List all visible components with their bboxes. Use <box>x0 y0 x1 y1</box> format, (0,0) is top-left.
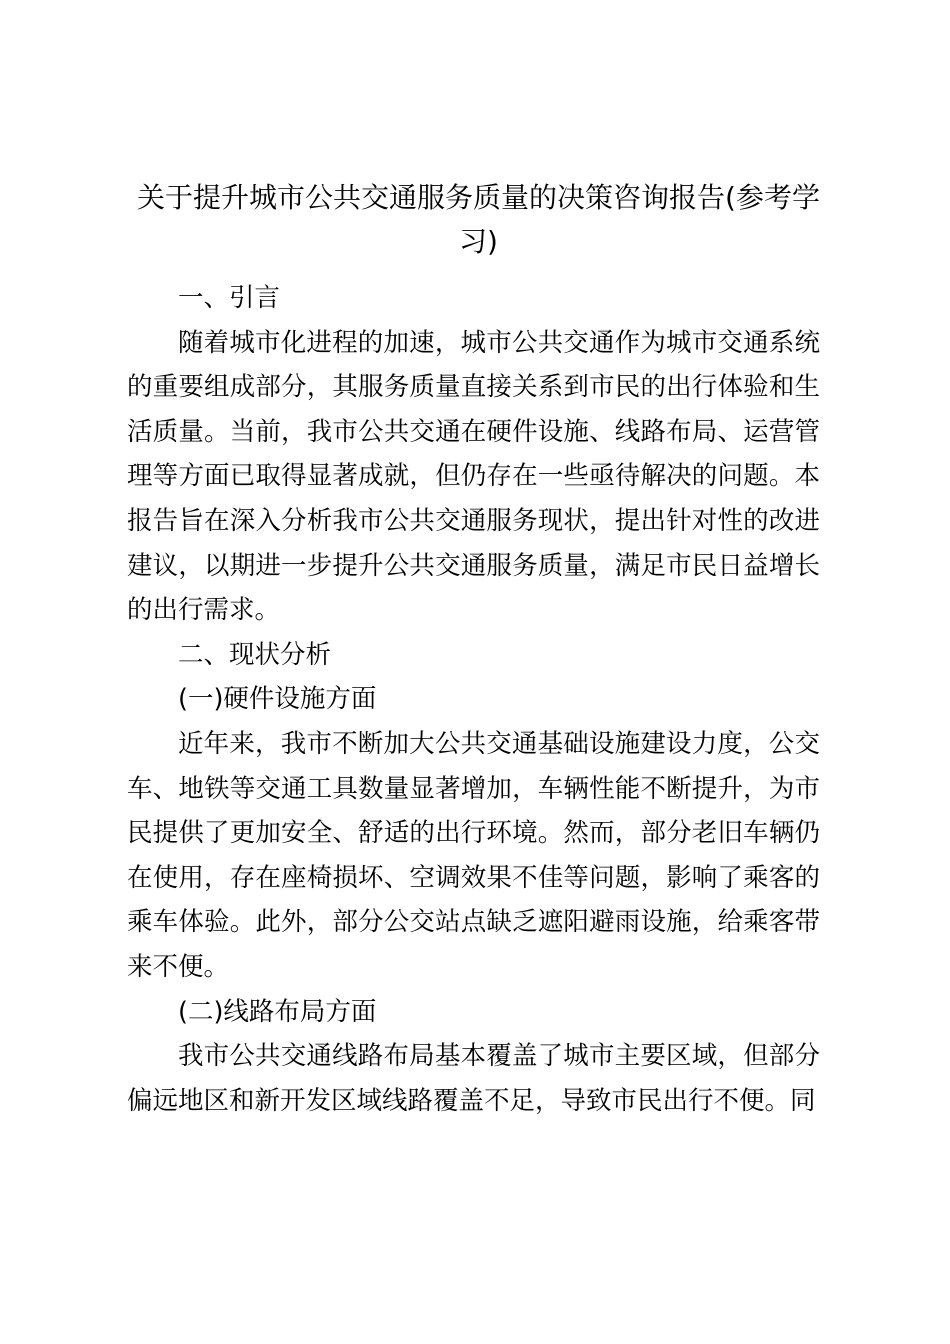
heading-current-analysis: 二、现状分析 <box>178 639 332 670</box>
paragraph-route-layout: 我市公共交通线路布局基本覆盖了城市主要区域，但部分偏远地区和新开发区域线路覆盖不足，导致市民出行不便。同 <box>127 1041 820 1116</box>
heading-introduction: 一、引言 <box>178 283 281 313</box>
paragraph-hardware: 近年来，我市不断加大公共交通基础设施建设力度，公交车、地铁等交通工具数量显著增加，车辆性能不断提升，为市民提供了更加安全、舒适的出行环境。然而，部分老旧车辆仍在使用，存在座椅损坏、空调效果不佳等问题，影响了乘客的乘车体验。此外，部分公交站点缺乏遮阳避雨设施，给乘客带来不便。 <box>127 728 820 982</box>
document-body <box>127 276 820 1123</box>
document-title: 关于提升城市公共交通服务质量的决策咨询报告(参考学习) <box>137 181 820 258</box>
subheading-route-layout: (二)线路布局方面 <box>178 996 377 1027</box>
paragraph-introduction: 随着城市化进程的加速，城市公共交通作为城市交通系统的重要组成部分，其服务质量直接关系到市民的出行体验和生活质量。当前，我市公共交通在硬件设施、线路布局、运营管理等方面已取得显著成就，但仍存在一些亟待解决的问题。本报告旨在深入分析我市公共交通服务现状，提出针对性的改进建议，以期进一步提升公共交通服务质量，满足市民日益增长的出行需求。 <box>127 327 820 626</box>
subheading-hardware: (一)硬件设施方面 <box>178 684 377 715</box>
